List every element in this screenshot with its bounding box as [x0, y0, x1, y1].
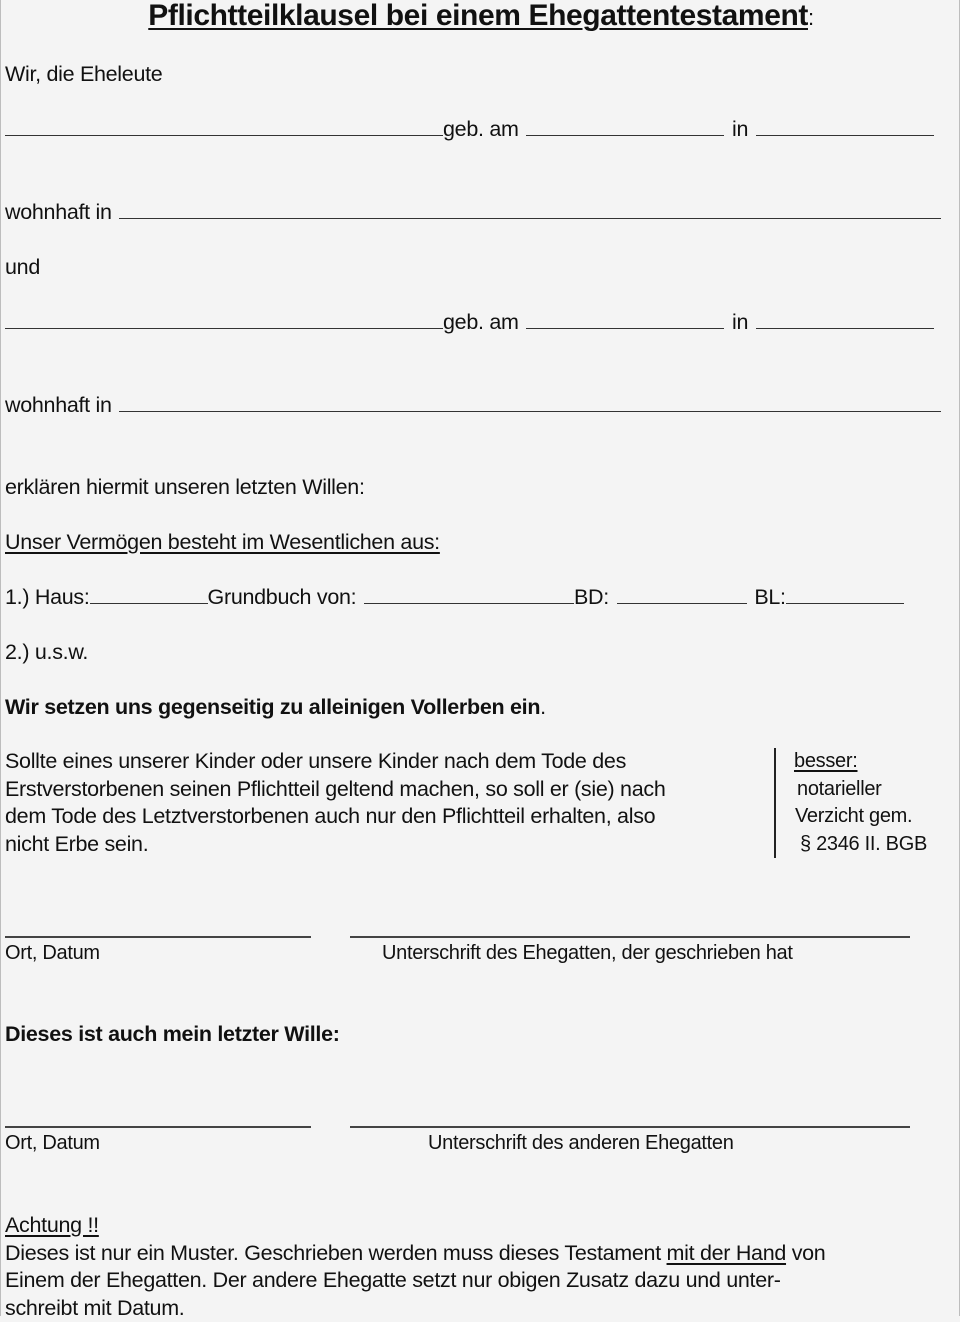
- warning-line: schreibt mit Datum.: [5, 1295, 825, 1322]
- person1-row: [5, 116, 934, 142]
- declaration-text: erklären hiermit unseren letzten Willen:: [5, 474, 365, 500]
- clause-line: Erstverstorbenen seinen Pflichtteil geltend machen, so soll er (sie) nach: [5, 776, 665, 804]
- residence-label: wohnhaft in: [5, 393, 112, 417]
- bl-field[interactable]: [786, 585, 904, 604]
- person1-name-field[interactable]: [5, 117, 443, 136]
- residence2-field[interactable]: [119, 393, 941, 412]
- place-date-line-1[interactable]: [5, 936, 311, 938]
- warning-line: [5, 1240, 825, 1268]
- residence1-field[interactable]: [119, 200, 941, 219]
- residence2-row: [5, 392, 941, 418]
- land-register-label: Grundbuch von:: [208, 585, 357, 609]
- intro-text: Wir, die Eheleute: [5, 61, 162, 87]
- in-label: in: [732, 310, 748, 334]
- side-note: [794, 748, 927, 858]
- warning-heading: Achtung !!: [5, 1212, 825, 1240]
- mutual-heirs-text: Wir setzen uns gegenseitig zu alleinigen Vollerben ein: [5, 695, 540, 719]
- residence-label: wohnhaft in: [5, 200, 112, 224]
- title-colon: :: [808, 5, 814, 30]
- assets-heading: Unser Vermögen besteht im Wesentlichen aus:: [5, 529, 440, 555]
- asset-item-2: 2.) u.s.w.: [5, 639, 88, 665]
- in-label: in: [732, 117, 748, 141]
- bl-label: BL:: [754, 585, 785, 609]
- person2-birthdate-field[interactable]: [526, 310, 724, 329]
- side-note-line: § 2346 II. BGB: [800, 831, 927, 859]
- title-text: Pflichtteilklausel bei einem Ehegattentestament: [148, 0, 808, 32]
- place-date-label-2: Ort, Datum: [5, 1130, 100, 1156]
- signature-line-2[interactable]: [350, 1126, 910, 1128]
- person2-birthplace-field[interactable]: [756, 310, 934, 329]
- person1-birthplace-field[interactable]: [756, 117, 934, 136]
- compulsory-share-clause: [5, 748, 665, 858]
- house-label: 1.) Haus:: [5, 585, 90, 609]
- born-label: geb. am: [443, 117, 519, 141]
- signature-label-2: Unterschrift des anderen Ehegatten: [428, 1130, 734, 1156]
- person1-birthdate-field[interactable]: [526, 117, 724, 136]
- clause-line: Sollte eines unserer Kinder oder unsere Kinder nach dem Tode des: [5, 748, 665, 776]
- asset-item-1: [5, 584, 904, 610]
- side-note-line: Verzicht gem.: [795, 803, 927, 831]
- warning-text: von: [786, 1241, 825, 1265]
- mutual-heirs-statement: [5, 694, 546, 720]
- land-register-field[interactable]: [364, 585, 574, 604]
- side-note-heading: besser:: [794, 748, 927, 776]
- warning-line: Einem der Ehegatten. Der andere Ehegatte setzt nur obigen Zusatz dazu und unter-: [5, 1267, 825, 1295]
- clause-line: nicht Erbe sein.: [5, 831, 665, 859]
- residence1-row: [5, 199, 941, 225]
- house-field[interactable]: [90, 585, 208, 604]
- mutual-heirs-period: .: [540, 695, 546, 719]
- warning-text: Dieses ist nur ein Muster. Geschrieben werden muss dieses Testament: [5, 1241, 667, 1265]
- document-title: [1, 0, 960, 34]
- clause-line: dem Tode des Letztverstorbenen auch nur den Pflichtteil erhalten, also: [5, 803, 665, 831]
- bd-label: BD:: [574, 585, 609, 609]
- person2-row: [5, 309, 934, 335]
- signature-label-1: Unterschrift des Ehegatten, der geschrieben hat: [382, 940, 793, 966]
- second-will-statement: Dieses ist auch mein letzter Wille:: [5, 1021, 340, 1047]
- born-label: geb. am: [443, 310, 519, 334]
- side-note-line: notarieller: [797, 776, 927, 804]
- signature-line-1[interactable]: [350, 936, 910, 938]
- and-label: und: [5, 254, 40, 280]
- place-date-label-1: Ort, Datum: [5, 940, 100, 966]
- person2-name-field[interactable]: [5, 310, 443, 329]
- warning-emphasis: mit der Hand: [667, 1241, 786, 1265]
- bd-field[interactable]: [617, 585, 747, 604]
- place-date-line-2[interactable]: [5, 1126, 311, 1128]
- warning-block: [5, 1212, 825, 1322]
- side-note-divider: [774, 748, 776, 858]
